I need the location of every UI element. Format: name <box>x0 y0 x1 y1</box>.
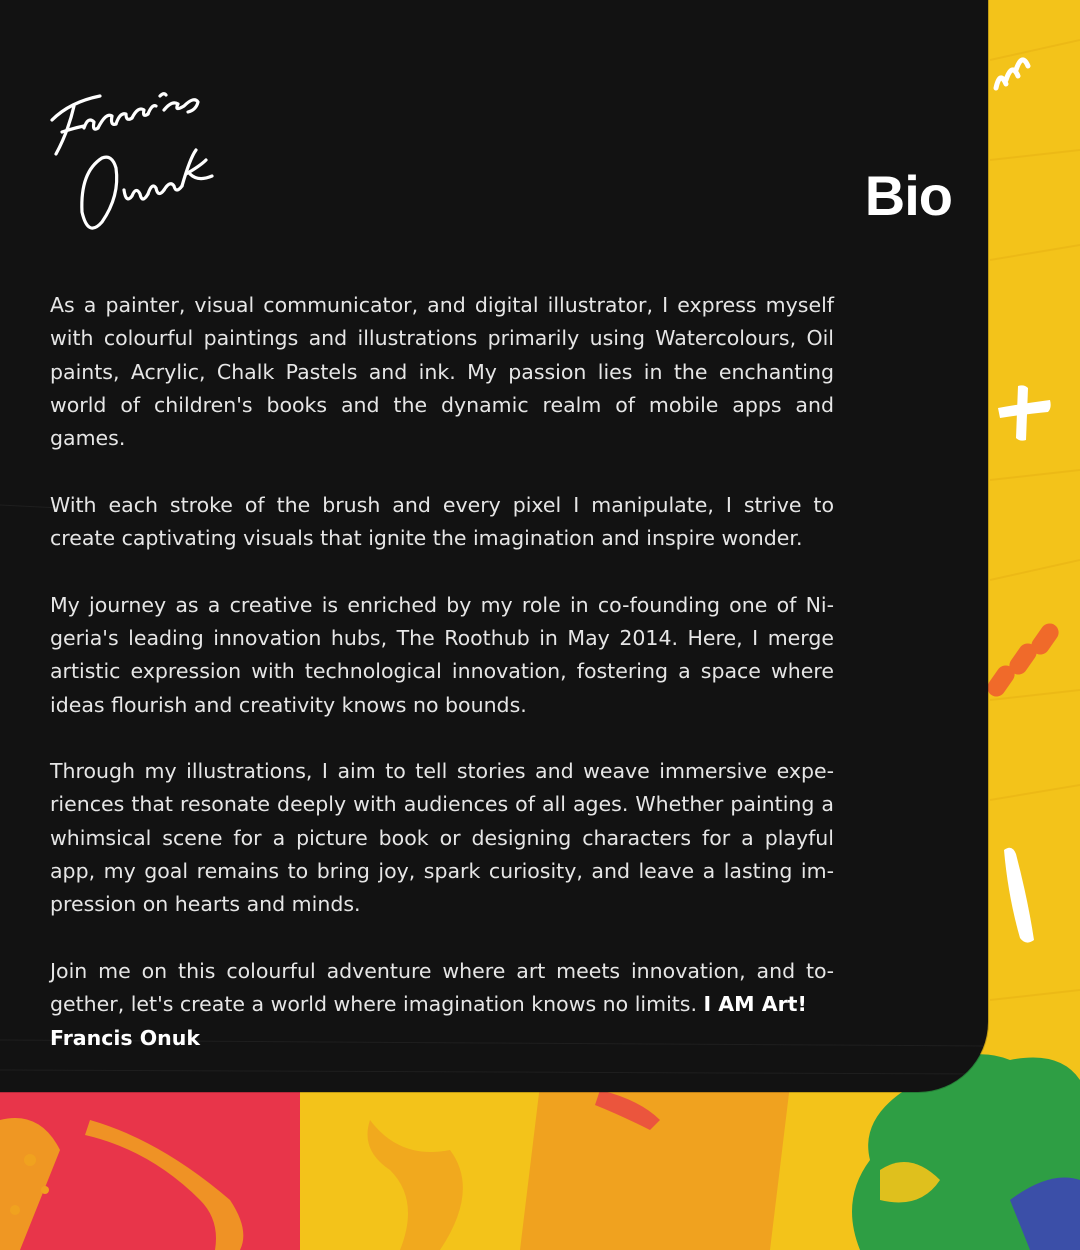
orange-dashes-icon <box>988 618 1066 702</box>
white-stroke-icon <box>994 840 1040 950</box>
bio-paragraph-4: Through my illustrations, I aim to tell stories and weave immersive experiences that resonate deeply with audiences of all ages. Whether painting a whimsical scene for a picture book or designing characters for a playful app, my goal remains to bring joy, spark curiosity, and leave a lasting impression on hearts and minds. <box>50 759 834 917</box>
bio-closing-paragraph <box>50 955 834 1055</box>
signature-logo <box>40 62 230 242</box>
bio-paragraph-3: My journey as a creative is enriched by my role in co-founding one of Nigeria's leading innovation hubs, The Roothub in May 2014. Here, I merge artistic expression with technological innovation, fostering a space where ideas flourish and creativity knows no bounds. <box>50 592 834 717</box>
bio-paragraph-1: As a painter, visual communicator, and digital illustrator, I express myself with colourful paintings and illustrations primarily using Watercolours, Oil paints, Acrylic, Chalk Pastels and ink. My passion lies in the enchanting world of children's books and the dynamic realm of mobile apps and games. <box>50 293 834 451</box>
cross-shape-icon <box>990 378 1060 448</box>
bio-paragraph-2: With each stroke of the brush and every pixel I manipulate, I strive to create captivating visuals that ignite the imagination and inspire wonder. <box>50 492 834 551</box>
page-title: Bio <box>864 164 952 227</box>
squiggle-marks-icon <box>986 40 1046 100</box>
bio-text <box>50 289 834 1055</box>
closing-text: Join me on this colourful adventure where art meets innovation, and together, let's create a world where imagination knows no limits. <box>50 958 834 1017</box>
closing-tagline: I AM Art! <box>703 992 807 1017</box>
author-name: Francis Onuk <box>50 1025 200 1050</box>
